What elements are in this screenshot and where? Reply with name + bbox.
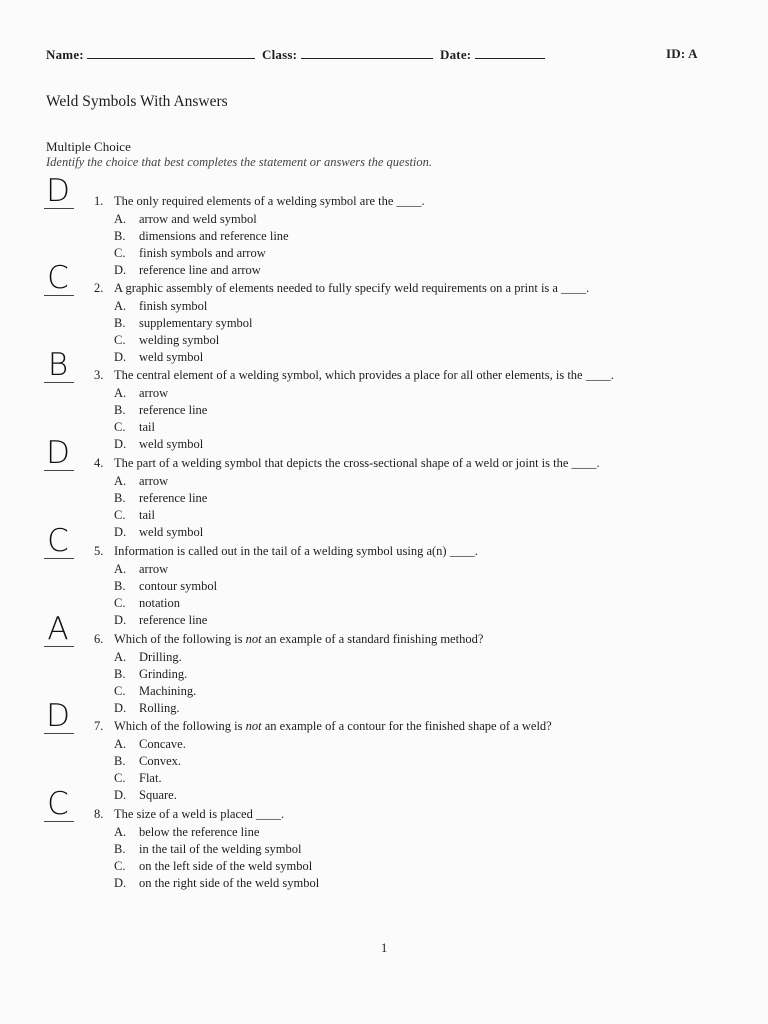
option-text: notation [139, 596, 180, 610]
option-item [114, 736, 186, 753]
option-list [114, 736, 186, 804]
question-stem: The central element of a welding symbol, which provides a place for all other elements, is the ____. [114, 368, 614, 382]
option-list [114, 385, 207, 453]
option-text: weld symbol [139, 350, 204, 364]
option-item [114, 824, 319, 841]
option-text: finish symbols and arrow [139, 246, 266, 260]
option-list [114, 824, 319, 892]
option-letter: B. [114, 491, 126, 505]
option-text: in the tail of the welding symbol [139, 842, 302, 856]
option-item [114, 683, 196, 700]
option-text: Grinding. [139, 667, 188, 681]
answer-blank [44, 470, 74, 471]
option-item [114, 298, 253, 315]
option-letter: C. [114, 859, 126, 873]
option-letter: D. [114, 263, 127, 277]
option-letter: A. [114, 562, 127, 576]
question-number: 4. [94, 456, 104, 470]
answer-blank [44, 733, 74, 734]
option-letter: C. [114, 246, 126, 260]
handwritten-answer: A [47, 611, 69, 647]
option-letter: D. [114, 437, 127, 451]
question-stem: The size of a weld is placed ____. [114, 807, 285, 821]
option-letter: C. [114, 508, 126, 522]
option-text: arrow and weld symbol [139, 212, 257, 226]
option-item [114, 473, 207, 490]
option-text: finish symbol [139, 299, 208, 313]
option-letter: C. [114, 596, 126, 610]
answer-blank [44, 382, 74, 383]
question-text-emphasis: not [245, 632, 262, 646]
option-item [114, 858, 319, 875]
option-letter: B. [114, 316, 126, 330]
option-text: reference line [139, 491, 208, 505]
option-text: reference line [139, 403, 208, 417]
option-item [114, 770, 186, 787]
option-item [114, 490, 207, 507]
option-item [114, 578, 217, 595]
option-text: tail [139, 420, 155, 434]
answer-blank [44, 558, 74, 559]
option-text: below the reference line [139, 825, 260, 839]
option-text: Convex. [139, 754, 182, 768]
option-item [114, 315, 253, 332]
question-text [94, 807, 284, 822]
option-item [114, 612, 217, 629]
answer-blank [44, 295, 74, 296]
option-item [114, 245, 289, 262]
option-item [114, 561, 217, 578]
option-text: welding symbol [139, 333, 220, 347]
section-instructions: Identify the choice that best completes the statement or answers the question. [46, 155, 433, 169]
option-text: reference line [139, 613, 208, 627]
page-title: Weld Symbols With Answers [46, 93, 228, 110]
option-letter: A. [114, 737, 127, 751]
option-text: Rolling. [139, 701, 180, 715]
page-number: 1 [381, 941, 388, 955]
option-item [114, 332, 253, 349]
option-item [114, 385, 207, 402]
option-item [114, 700, 196, 717]
option-letter: C. [114, 684, 126, 698]
option-letter: A. [114, 299, 127, 313]
option-letter: D. [114, 613, 127, 627]
option-text: Flat. [139, 771, 162, 785]
option-text: Machining. [139, 684, 197, 698]
question-text [94, 544, 478, 559]
handwritten-answer: B [47, 347, 69, 383]
option-list [114, 561, 217, 629]
question-stem: A graphic assembly of elements needed to fully specify weld requirements on a print is a ____. [114, 281, 590, 295]
option-item [114, 841, 319, 858]
question-text [94, 368, 614, 383]
question-number: 7. [94, 719, 104, 733]
option-text: weld symbol [139, 525, 204, 539]
question-number: 2. [94, 281, 104, 295]
option-item [114, 649, 196, 666]
option-item [114, 666, 196, 683]
handwritten-answer: C [47, 523, 69, 559]
section-heading: Multiple Choice [46, 139, 131, 154]
option-text: arrow [139, 386, 169, 400]
handwritten-answer: D [46, 173, 70, 209]
question-number: 1. [94, 194, 104, 208]
option-item [114, 595, 217, 612]
answer-blank [44, 821, 74, 822]
option-list [114, 649, 196, 717]
question-text-part: Which of the following is [114, 632, 246, 646]
option-letter: D. [114, 350, 127, 364]
question-text [94, 194, 425, 209]
option-item [114, 419, 207, 436]
question-text-part: an example of a standard finishing method? [261, 632, 484, 646]
option-text: contour symbol [139, 579, 218, 593]
option-text: arrow [139, 562, 169, 576]
option-letter: C. [114, 771, 126, 785]
option-letter: B. [114, 403, 126, 417]
date-label: Date: [440, 47, 472, 62]
question-number: 8. [94, 807, 104, 821]
handwritten-answer: D [46, 698, 70, 734]
option-item [114, 228, 289, 245]
option-letter: D. [114, 525, 127, 539]
option-letter: A. [114, 386, 127, 400]
handwritten-answer: C [47, 260, 69, 296]
option-item [114, 787, 186, 804]
class-label: Class: [262, 47, 298, 62]
option-text: arrow [139, 474, 169, 488]
option-item [114, 875, 319, 892]
option-letter: C. [114, 333, 126, 347]
option-item [114, 436, 207, 453]
question-number: 6. [94, 632, 104, 646]
option-text: Drilling. [139, 650, 182, 664]
handwritten-answer: D [46, 435, 70, 471]
option-letter: B. [114, 754, 126, 768]
question-text-emphasis: not [245, 719, 262, 733]
option-text: dimensions and reference line [139, 229, 289, 243]
question-number: 3. [94, 368, 104, 382]
option-letter: A. [114, 212, 127, 226]
option-letter: C. [114, 420, 126, 434]
option-item [114, 349, 253, 366]
option-letter: D. [114, 876, 127, 890]
question-text [94, 456, 600, 471]
answer-blank [44, 208, 74, 209]
option-letter: B. [114, 667, 126, 681]
option-list [114, 473, 207, 541]
question-stem: The part of a welding symbol that depicts the cross-sectional shape of a weld or joint is the ____. [114, 456, 600, 470]
question-text-part: an example of a contour for the finished shape of a weld? [261, 719, 552, 733]
handwritten-answer: C [47, 786, 69, 822]
option-item [114, 211, 289, 228]
option-item [114, 753, 186, 770]
question-stem: The only required elements of a welding symbol are the ____. [114, 194, 425, 208]
option-letter: B. [114, 842, 126, 856]
option-letter: D. [114, 788, 127, 802]
question-text-part: Which of the following is [114, 719, 246, 733]
option-text: Square. [139, 788, 177, 802]
option-letter: B. [114, 229, 126, 243]
option-text: tail [139, 508, 155, 522]
option-text: supplementary symbol [139, 316, 253, 330]
option-text: weld symbol [139, 437, 204, 451]
question-stem: Information is called out in the tail of a welding symbol using a(n) ____. [114, 544, 478, 558]
option-text: reference line and arrow [139, 263, 261, 277]
option-text: on the right side of the weld symbol [139, 876, 320, 890]
option-letter: D. [114, 701, 127, 715]
question-number: 5. [94, 544, 104, 558]
id-label: ID: A [666, 46, 698, 61]
option-text: Concave. [139, 737, 186, 751]
option-letter: B. [114, 579, 126, 593]
option-item [114, 262, 289, 279]
option-list [114, 298, 253, 366]
option-item [114, 524, 207, 541]
option-letter: A. [114, 650, 127, 664]
question-text [94, 632, 483, 647]
question-text [94, 281, 589, 296]
option-item [114, 402, 207, 419]
option-text: on the left side of the weld symbol [139, 859, 313, 873]
option-letter: A. [114, 825, 127, 839]
option-list [114, 211, 289, 279]
question-text [94, 719, 552, 734]
option-item [114, 507, 207, 524]
answer-blank [44, 646, 74, 647]
name-label: Name: [46, 47, 84, 62]
option-letter: A. [114, 474, 127, 488]
